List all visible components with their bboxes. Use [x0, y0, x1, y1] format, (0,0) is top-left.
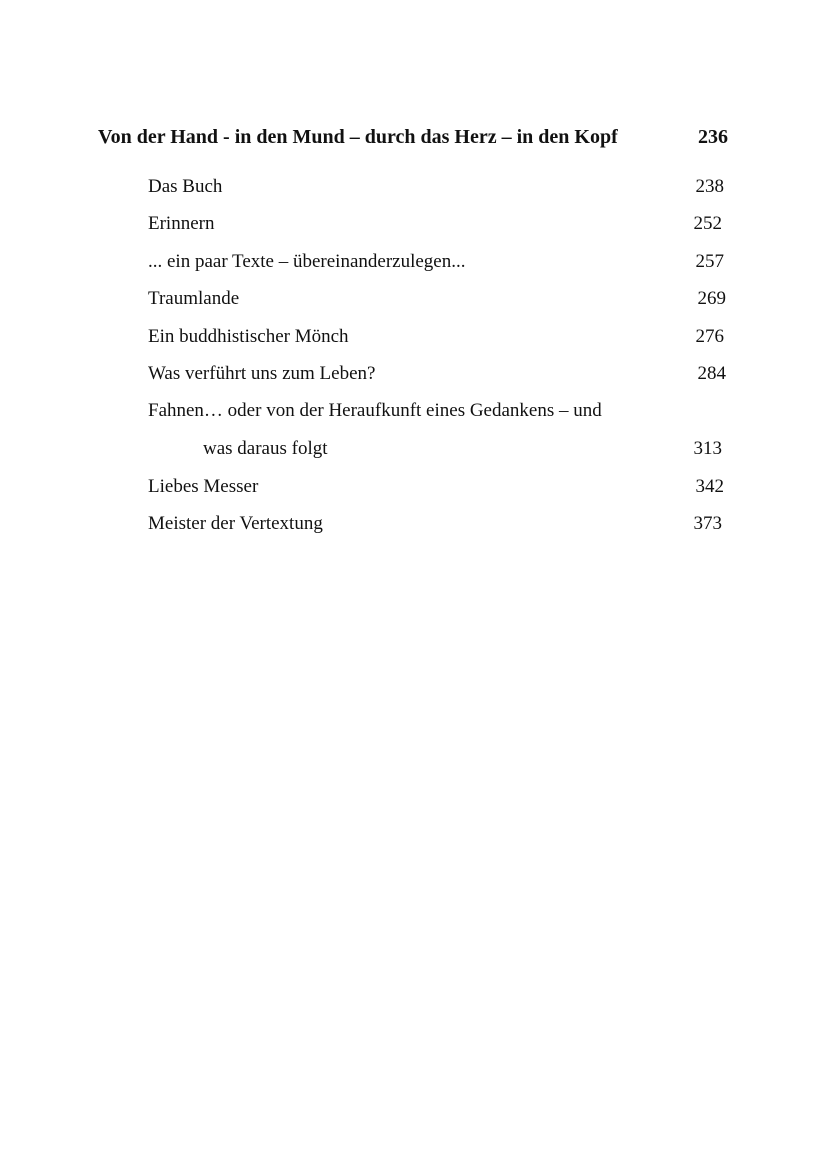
entry-title: Traumlande	[148, 288, 240, 309]
entry-page-number: 313	[693, 438, 722, 459]
entry-title-continuation: was daraus folgt	[203, 438, 328, 459]
section-page-number: 236	[698, 126, 728, 148]
entry-title: ... ein paar Texte – übereinanderzulegen...	[148, 251, 466, 272]
entry-title: Ein buddhistischer Mönch	[148, 326, 349, 347]
entry-title: Erinnern	[148, 213, 215, 234]
entry-page-number: 284	[697, 363, 726, 384]
entry-page-number: 373	[693, 513, 722, 534]
entry-title: Was verführt uns zum Leben?	[148, 363, 376, 384]
entry-page-number: 269	[697, 288, 726, 309]
toc-entry	[148, 399, 726, 461]
entry-page-number: 252	[693, 213, 722, 234]
entry-title: Fahnen… oder von der Heraufkunft eines Gedankens – und	[148, 400, 602, 421]
section-title: Von der Hand - in den Mund – durch das Herz – in den Kopf	[98, 126, 618, 148]
entry-title: Meister der Vertextung	[148, 513, 323, 534]
entry-title: Das Buch	[148, 176, 223, 197]
entry-page-number: 238	[695, 176, 724, 197]
entry-page-number: 342	[695, 476, 724, 497]
entry-title: Liebes Messer	[148, 476, 259, 497]
entry-page-number: 257	[695, 251, 724, 272]
entry-page-number: 276	[695, 326, 724, 347]
